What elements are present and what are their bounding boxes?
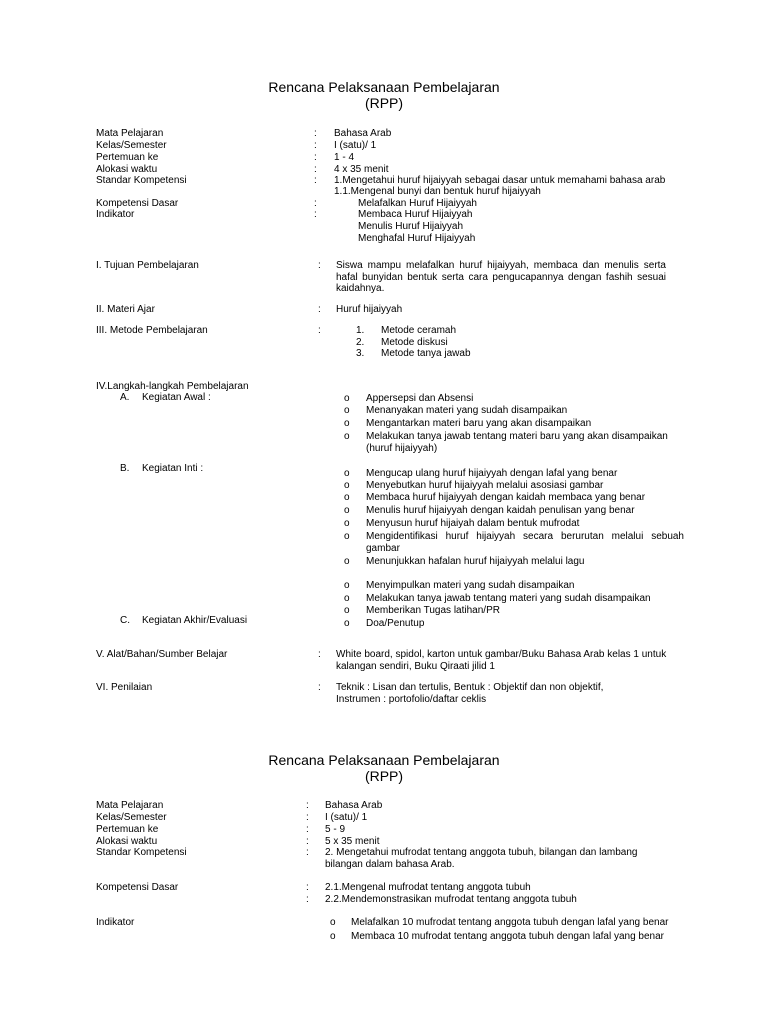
label-kelas-semester: Kelas/Semester xyxy=(96,140,167,151)
bullet-icon: o xyxy=(344,605,350,616)
value-penilaian-2: Instrumen : portofolio/daftar ceklis xyxy=(336,694,487,705)
value-kelas-semester: I (satu)/ 1 xyxy=(334,140,377,151)
label-pertemuan: Pertemuan ke xyxy=(96,824,159,835)
colon: : xyxy=(314,175,317,186)
list-item: Membaca huruf hijaiyyah dengan kaidah membaca yang benar xyxy=(366,492,646,503)
list-item: Mengidentifikasi huruf hijaiyyah secara berurutan melalui sebuah gambar xyxy=(366,531,684,554)
kegiatan-akhir-num: C. xyxy=(120,615,130,626)
value-kelas-semester: I (satu)/ 1 xyxy=(325,812,368,823)
bullet-icon: o xyxy=(344,431,350,442)
bullet-icon: o xyxy=(344,618,350,629)
bullet-icon: o xyxy=(330,917,336,928)
colon: : xyxy=(314,140,317,151)
colon: : xyxy=(314,164,317,175)
list-item: Mengantarkan materi baru yang akan disampaikan xyxy=(366,418,592,429)
value-pertemuan: 5 - 9 xyxy=(325,824,346,835)
colon: : xyxy=(306,847,309,858)
label-kelas-semester: Kelas/Semester xyxy=(96,812,167,823)
label-mata-pelajaran: Mata Pelajaran xyxy=(96,800,164,811)
value-alokasi-waktu: 4 x 35 menit xyxy=(334,164,389,175)
value-standar-kompetensi-sub: 1.1.Mengenal bunyi dan bentuk huruf hijaiyyah xyxy=(334,186,541,197)
list-item: Doa/Penutup xyxy=(366,618,425,629)
value-mata-pelajaran: Bahasa Arab xyxy=(334,128,392,139)
label-penilaian: VI. Penilaian xyxy=(96,682,153,693)
list-item: Menulis huruf hijaiyyah dengan kaidah penulisan yang benar xyxy=(366,505,635,516)
metode-item: Metode tanya jawab xyxy=(381,348,471,359)
value-kompetensi-dasar: Melafalkan Huruf Hijaiyyah xyxy=(358,198,477,209)
value-penilaian-1: Teknik : Lisan dan tertulis, Bentuk : Objektif dan non objektif, xyxy=(336,682,604,693)
label-pertemuan: Pertemuan ke xyxy=(96,152,159,163)
bullet-icon: o xyxy=(344,518,350,529)
colon: : xyxy=(314,209,317,220)
list-item: Menunjukkan hafalan huruf hijaiyyah melalui lagu xyxy=(366,556,585,567)
kegiatan-awal-num: A. xyxy=(120,392,130,403)
colon: : xyxy=(318,649,321,660)
colon: : xyxy=(306,800,309,811)
list-item: Menyimpulkan materi yang sudah disampaikan xyxy=(366,580,575,591)
label-kompetensi-dasar: Kompetensi Dasar xyxy=(96,198,179,209)
rpp2-title: Rencana Pelaksanaan Pembelajaran xyxy=(268,752,500,768)
value-kompetensi-dasar-2: 2.2.Mendemonstrasikan mufrodat tentang anggota tubuh xyxy=(325,894,577,905)
value-materi-ajar: Huruf hijaiyyah xyxy=(336,304,403,315)
value-mata-pelajaran: Bahasa Arab xyxy=(325,800,383,811)
colon: : xyxy=(318,304,321,315)
bullet-icon: o xyxy=(344,556,350,567)
label-indikator: Indikator xyxy=(96,917,135,928)
colon: : xyxy=(306,882,309,893)
bullet-icon: o xyxy=(344,468,350,479)
metode-item: Metode diskusi xyxy=(381,337,448,348)
list-item: Membaca 10 mufrodat tentang anggota tubuh dengan lafal yang benar xyxy=(351,931,665,942)
metode-num: 1. xyxy=(356,325,365,336)
list-item: Menyusun huruf hijaiyah dalam bentuk mufrodat xyxy=(366,518,580,529)
list-item: Melakukan tanya jawab tentang materi yang sudah disampaikan xyxy=(366,593,651,604)
list-item: Menyebutkan huruf hijaiyyah melalui asosiasi gambar xyxy=(366,480,604,491)
bullet-icon: o xyxy=(344,593,350,604)
colon: : xyxy=(314,152,317,163)
colon: : xyxy=(318,682,321,693)
label-standar-kompetensi: Standar Kompetensi xyxy=(96,175,187,186)
value-tujuan-pembelajaran: Siswa mampu melafalkan huruf hijaiyyah, membaca dan menulis serta hafal bunyidan bentuk serta cara pengucapannya dengan fashih sesuai kaidahnya. xyxy=(336,260,666,295)
colon: : xyxy=(314,128,317,139)
label-materi-ajar: II. Materi Ajar xyxy=(96,304,155,315)
value-standar-kompetensi-cont: bilangan dalam bahasa Arab. xyxy=(325,859,455,870)
rpp1-title: Rencana Pelaksanaan Pembelajaran xyxy=(268,79,500,95)
label-mata-pelajaran: Mata Pelajaran xyxy=(96,128,164,139)
rpp1-subtitle: (RPP) xyxy=(364,95,404,111)
colon: : xyxy=(306,824,309,835)
bullet-icon: o xyxy=(344,418,350,429)
list-item: Mengucap ulang huruf hijaiyyah dengan lafal yang benar xyxy=(366,468,618,479)
label-kompetensi-dasar: Kompetensi Dasar xyxy=(96,882,179,893)
bullet-icon: o xyxy=(344,492,350,503)
colon: : xyxy=(318,325,321,336)
bullet-icon: o xyxy=(344,393,350,404)
value-alokasi-waktu: 5 x 35 menit xyxy=(325,836,380,847)
rpp2-subtitle: (RPP) xyxy=(364,768,404,784)
label-indikator: Indikator xyxy=(96,209,135,220)
label-alat-bahan: V. Alat/Bahan/Sumber Belajar xyxy=(96,649,228,660)
value-indikator-2: Menulis Huruf Hijaiyyah xyxy=(358,221,464,232)
bullet-icon: o xyxy=(344,405,350,416)
label-standar-kompetensi: Standar Kompetensi xyxy=(96,847,187,858)
value-pertemuan: 1 - 4 xyxy=(334,152,355,163)
colon: : xyxy=(306,812,309,823)
metode-num: 3. xyxy=(356,348,365,359)
kegiatan-inti-label: Kegiatan Inti : xyxy=(142,463,204,474)
label-alokasi-waktu: Alokasi waktu xyxy=(96,836,158,847)
kegiatan-akhir-label: Kegiatan Akhir/Evaluasi xyxy=(142,615,248,626)
value-kompetensi-dasar-1: 2.1.Mengenal mufrodat tentang anggota tubuh xyxy=(325,882,531,893)
value-indikator-3: Menghafal Huruf Hijaiyyah xyxy=(358,233,476,244)
bullet-icon: o xyxy=(344,580,350,591)
list-item: Menanyakan materi yang sudah disampaikan xyxy=(366,405,568,416)
list-item: Memberikan Tugas latihan/PR xyxy=(366,605,500,616)
label-langkah-pembelajaran: IV.Langkah-langkah Pembelajaran xyxy=(96,381,249,392)
label-metode-pembelajaran: III. Metode Pembelajaran xyxy=(96,325,208,336)
colon: : xyxy=(306,836,309,847)
kegiatan-inti-num: B. xyxy=(120,463,130,474)
kegiatan-awal-label: Kegiatan Awal : xyxy=(142,392,211,403)
bullet-icon: o xyxy=(344,531,350,542)
list-item: Melakukan tanya jawab tentang materi baru yang akan disampaikan (huruf hijaiyyah) xyxy=(366,431,668,454)
value-standar-kompetensi: 2. Mengetahui mufrodat tentang anggota tubuh, bilangan dan lambang xyxy=(325,847,638,858)
metode-num: 2. xyxy=(356,337,365,348)
value-standar-kompetensi: 1.Mengetahui huruf hijaiyyah sebagai dasar untuk memahami bahasa arab xyxy=(334,175,666,186)
bullet-icon: o xyxy=(330,931,336,942)
label-alokasi-waktu: Alokasi waktu xyxy=(96,164,158,175)
list-item: Melafalkan 10 mufrodat tentang anggota tubuh dengan lafal yang benar xyxy=(351,917,669,928)
colon: : xyxy=(318,260,321,271)
label-tujuan-pembelajaran: I. Tujuan Pembelajaran xyxy=(96,260,199,271)
bullet-icon: o xyxy=(344,505,350,516)
list-item: Appersepsi dan Absensi xyxy=(366,393,474,404)
value-indikator-1: Membaca Huruf Hijaiyyah xyxy=(358,209,473,220)
value-alat-bahan: White board, spidol, karton untuk gambar/Buku Bahasa Arab kelas 1 untuk kalangan sendiri, Buku Qiraati jilid 1 xyxy=(336,649,667,672)
colon: : xyxy=(306,894,309,905)
metode-item: Metode ceramah xyxy=(381,325,457,336)
bullet-icon: o xyxy=(344,480,350,491)
colon: : xyxy=(314,198,317,209)
